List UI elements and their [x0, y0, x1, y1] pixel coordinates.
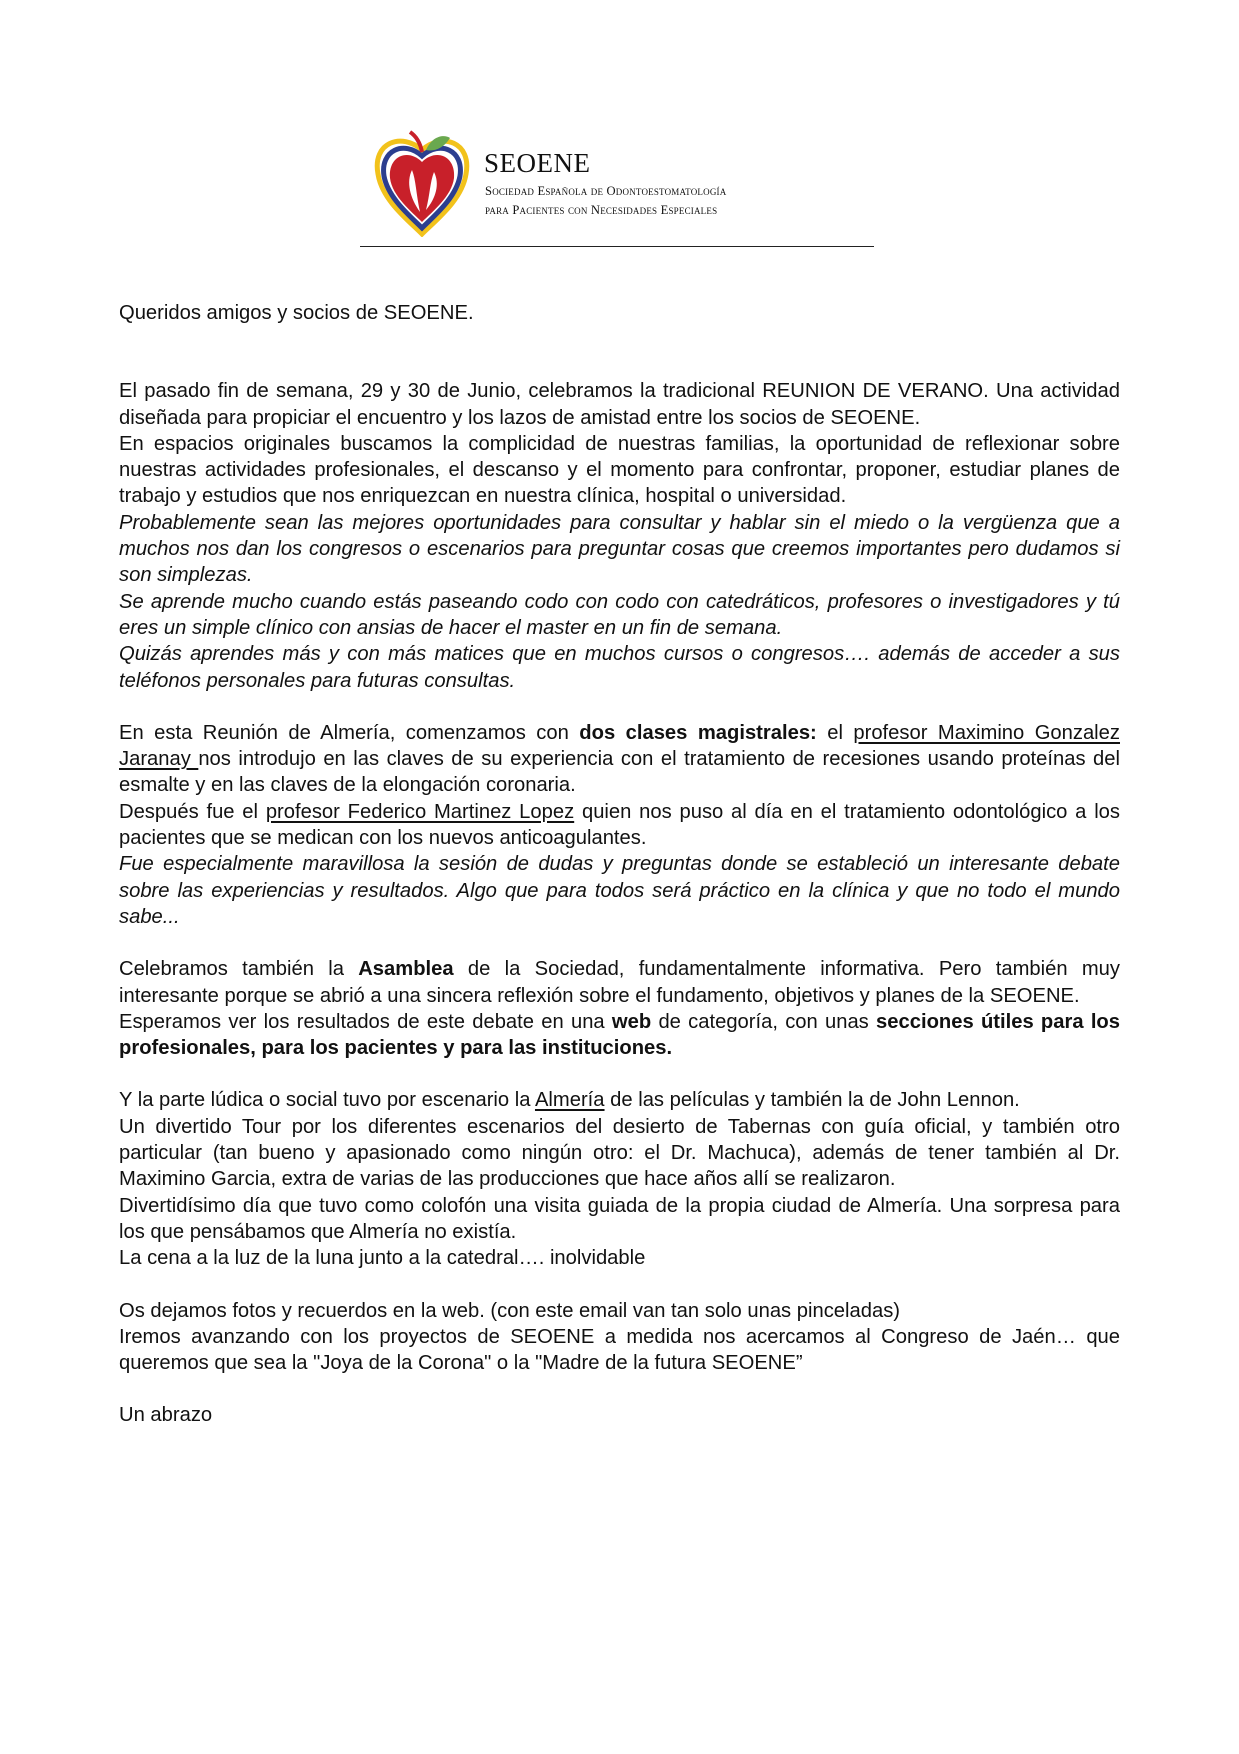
text-span: Esperamos ver los resultados de este debate en una [119, 1010, 612, 1033]
bold-text: Asamblea [358, 958, 454, 981]
org-name: SEOENE [484, 148, 591, 178]
text-span: Después fue el [119, 800, 266, 823]
text-span: nos introdujo en las claves de su experiencia con el tratamiento de recesiones usando proteínas del esmalte y en las claves de la elongación coronaria. [119, 748, 1120, 797]
letter-body [119, 300, 1120, 1429]
paragraph-9 [119, 956, 1120, 1009]
heart-apple-logo-icon [372, 122, 472, 237]
paragraph-16: Iremos avanzando con los proyectos de SEOENE a medida nos acercamos al Congreso de Jaén… que queremos que sea la "Joya de la Corona" o la "Madre de la futura SEOENE” [119, 1325, 1120, 1375]
header-divider [360, 246, 874, 247]
paragraph-10 [119, 1009, 1120, 1062]
paragraph-12: Un divertido Tour por los diferentes escenarios del desierto de Tabernas con guía oficial, y también otro particular (tan bueno y apasionado como ningún otro: el Dr. Machuca), además de tener también al Dr. Maximino Garcia, extra de varias de las producciones que hace años allí se realizaron. [119, 1115, 1120, 1191]
paragraph-6 [119, 720, 1120, 799]
text-span: de las películas y también la de John Lennon. [604, 1089, 1020, 1112]
paragraph-5 [119, 641, 1120, 694]
bold-text: secciones útiles para los profesionales, para los pacientes y para las instituciones. [119, 1010, 1120, 1060]
paragraph-3 [119, 510, 1120, 589]
paragraph-1: El pasado fin de semana, 29 y 30 de Junio, celebramos la tradicional REUNION DE VERANO. Una actividad diseñada para propiciar el encuentro y los lazos de amistad entre los socios de SEOENE. [119, 380, 1120, 429]
text-span: quien nos puso al día en el tratamiento odontológico a los pacientes que se medican con los nuevos anticoagulantes. [119, 800, 1120, 850]
text-span: el [816, 721, 854, 744]
italic-text: Quizás aprendes más y con más matices que en muchos cursos o congresos…. además de acceder a sus teléfonos personales para futuras consultas. [119, 643, 1120, 692]
paragraph-11 [119, 1087, 1120, 1113]
italic-text: Se aprende mucho cuando estás paseando codo con codo con catedráticos, profesores o investigadores y tú eres un simple clínico con ansias de hacer el master en un fin de semana. [119, 590, 1120, 639]
text-span: de la Sociedad, fundamentalmente informativa. Pero también muy interesante porque se abrió a una sincera reflexión sobre el fundamento, objetivos y planes de la SEOENE. [119, 958, 1120, 1007]
text-span: de categoría, con unas [651, 1010, 877, 1033]
text-span: Celebramos también la [119, 958, 359, 981]
almeria-link[interactable]: Almería [534, 1089, 605, 1112]
greeting: Queridos amigos y socios de SEOENE. [119, 302, 474, 324]
italic-text: Fue especialmente maravillosa la sesión de dudas y preguntas donde se estableció un interesante debate sobre las experiencias y resultados. Algo que para todos será práctico en la clínica y que no todo el mundo sabe... [119, 853, 1120, 928]
paragraph-13: Divertidísimo día que tuvo como colofón una visita guiada de la propia ciudad de Almería. Una sorpresa para los que pensábamos que Almería no existía. [119, 1194, 1120, 1243]
closing: Un abrazo [119, 1404, 213, 1427]
paragraph-15: Os dejamos fotos y recuerdos en la web. (con este email van tan solo unas pinceladas) [119, 1299, 901, 1322]
paragraph-7 [119, 799, 1120, 852]
italic-text: Probablemente sean las mejores oportunidades para consultar y hablar sin el miedo o la vergüenza que a muchos nos dan los congresos o escenarios para preguntar cosas que creemos importantes pero dudamos si son simplezas. [119, 511, 1120, 587]
text-span: Y la parte lúdica o social tuvo por escenario la [119, 1089, 535, 1112]
letterhead [372, 118, 877, 250]
paragraph-8 [119, 851, 1120, 930]
org-subtitle-line1: Sociedad Española de Odontoestomatología [485, 184, 727, 198]
org-subtitle-line2: para Pacientes con Necesidades Especiales [485, 203, 718, 217]
profesor-federico-link[interactable]: profesor Federico Martinez Lopez [265, 800, 575, 823]
bold-text: dos clases magistrales: [579, 721, 817, 744]
paragraph-14: La cena a la luz de la luna junto a la catedral…. inolvidable [119, 1247, 646, 1270]
text-span: En esta Reunión de Almería, comenzamos con [119, 721, 580, 744]
paragraph-4 [119, 589, 1120, 642]
bold-text: web [611, 1010, 652, 1033]
paragraph-2: En espacios originales buscamos la complicidad de nuestras familias, la oportunidad de reflexionar sobre nuestras actividades profesionales, el descanso y el momento para confrontar, proponer, estudiar planes de trabajo y estudios que nos enriquezcan en nuestra clínica, hospital o universidad. [119, 432, 1120, 508]
profesor-maximino-link[interactable]: profesor Maximino Gonzalez Jaranay [119, 721, 1120, 771]
